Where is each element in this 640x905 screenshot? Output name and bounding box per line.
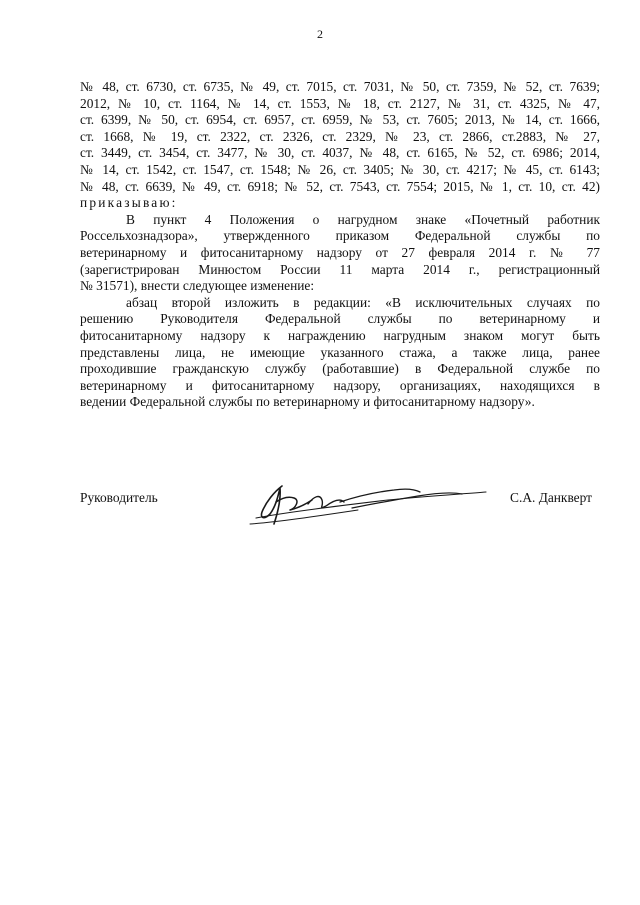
item-line: Россельхознадзора», утвержденного приказом Федеральной службы по (80, 228, 600, 244)
citation-line: ст. 3449, ст. 3454, ст. 3477, № 30, ст. 4037, № 48, ст. 6165, № 52, ст. 6986; 2014, (80, 145, 600, 161)
amendment-line: абзац второй изложить в редакции: «В исключительных случаях по (126, 294, 600, 310)
citation-line: № 14, ст. 1542, ст. 1547, ст. 1548; № 26, ст. 3405; № 30, ст. 4217; № 45, ст. 6143; (80, 161, 600, 177)
citation-line: № 48, ст. 6730, ст. 6735, № 49, ст. 7015, ст. 7031, № 50, ст. 7359, № 52, ст. 7639; (80, 79, 600, 94)
amendment-line: представлены лица, не имеющие указанного стажа, а также лица, ранее (80, 344, 600, 360)
item-line: (зарегистрирован Минюстом России 11 марта 2014 г., регистрационный (80, 261, 600, 277)
handwritten-signature (248, 478, 498, 530)
citation-line: ст. 6399, № 50, ст. 6954, ст. 6957, ст. 6959, № 53, ст. 7605; 2013, № 14, ст. 1666, (80, 112, 600, 128)
item-line: № 31571), внести следующее изменение: (80, 278, 315, 294)
page-number: 2 (317, 27, 323, 41)
item-line: ветеринарному и фитосанитарному надзору от 27 февраля 2014 г. № 77 (80, 244, 600, 260)
amendment-line: ветеринарному и фитосанитарному надзору, организациях, находящихся в (80, 377, 600, 393)
signer-name: С.А. Данкверт (510, 490, 592, 505)
citation-line: ст. 1668, № 19, ст. 2322, ст. 2326, ст. 2329, № 23, ст. 2866, ст.2883, № 27, (80, 128, 600, 144)
amendment-line: ведении Федеральной службы по ветеринарному и фитосанитарному надзору». (80, 394, 535, 410)
amendment-line: решению Руководителя Федеральной службы по ветеринарному и (80, 311, 600, 327)
order-word: приказываю: (80, 195, 178, 211)
order-line (80, 195, 600, 212)
position-title: Руководитель (80, 490, 158, 505)
amendment-line: фитосанитарному надзору к награждению нагрудным знаком могут быть (80, 327, 600, 343)
citation-line: 2012, № 10, ст. 1164, № 14, ст. 1553, № 18, ст. 2127, № 31, ст. 4325, № 47, (80, 95, 600, 111)
signature-block (80, 484, 600, 534)
document-body (80, 79, 600, 411)
amendment-line: проходившие гражданскую службу (работавшие) в Федеральной службе по (80, 361, 600, 377)
item-line: В пункт 4 Положения о нагрудном знаке «Почетный работник (126, 211, 600, 227)
citation-line: № 48, ст. 6639, № 49, ст. 6918; № 52, ст. 7543, ст. 7554; 2015, № 1, ст. 10, ст. 42) (80, 178, 600, 194)
